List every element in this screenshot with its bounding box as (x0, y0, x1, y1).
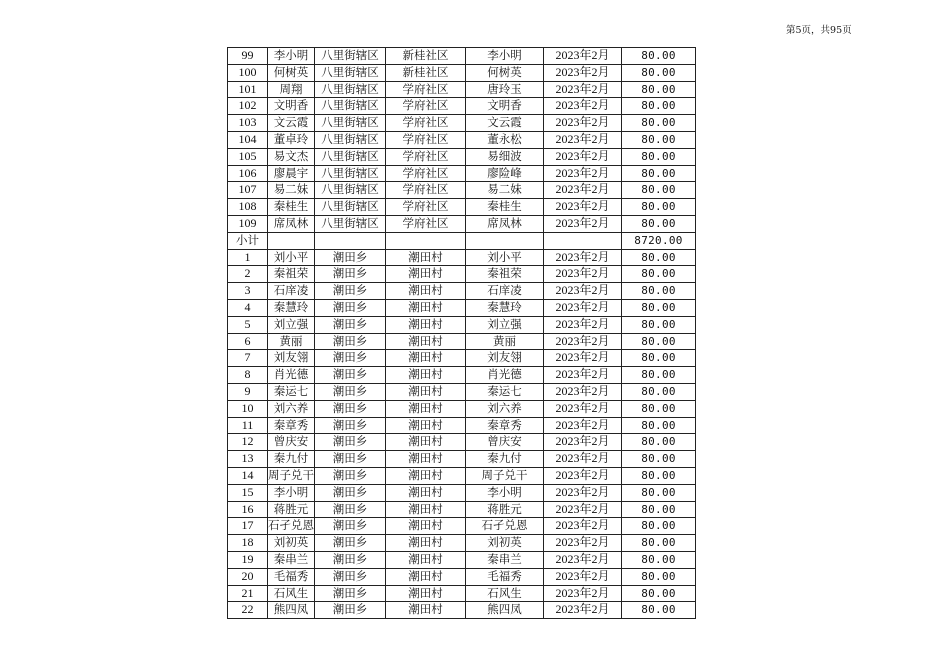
row-number: 7 (228, 350, 268, 367)
beneficiary-name: 周翔 (268, 81, 315, 98)
beneficiary-name: 秦运七 (268, 383, 315, 400)
beneficiary-name: 秦串兰 (268, 551, 315, 568)
street-district: 潮田乡 (315, 350, 386, 367)
recipient-name: 黄丽 (466, 333, 544, 350)
beneficiary-name: 李小明 (268, 48, 315, 65)
beneficiary-name: 易二妹 (268, 182, 315, 199)
recipient-name: 周子兑干 (466, 467, 544, 484)
table-row (228, 518, 696, 535)
beneficiary-name: 秦章秀 (268, 417, 315, 434)
payment-amount: 80.00 (622, 266, 696, 283)
community: 潮田村 (386, 367, 466, 384)
table-row (228, 535, 696, 552)
community: 潮田村 (386, 400, 466, 417)
street-district: 潮田乡 (315, 266, 386, 283)
subtotal-amount: 8720.00 (622, 232, 696, 249)
beneficiary-name: 刘小平 (268, 249, 315, 266)
community: 潮田村 (386, 535, 466, 552)
table-row (228, 585, 696, 602)
row-number: 12 (228, 434, 268, 451)
recipient-name: 廖险峰 (466, 165, 544, 182)
beneficiary-name: 何树英 (268, 64, 315, 81)
street-district: 潮田乡 (315, 501, 386, 518)
table-row (228, 148, 696, 165)
recipient-name: 曾庆安 (466, 434, 544, 451)
recipient-name: 文明香 (466, 98, 544, 115)
recipient-name: 唐玲玉 (466, 81, 544, 98)
recipient-name: 毛福秀 (466, 568, 544, 585)
community: 潮田村 (386, 383, 466, 400)
empty-cell (466, 232, 544, 249)
row-number: 2 (228, 266, 268, 283)
table-row (228, 283, 696, 300)
community: 潮田村 (386, 585, 466, 602)
payment-month: 2023年2月 (544, 131, 622, 148)
payment-amount: 80.00 (622, 283, 696, 300)
table-row (228, 98, 696, 115)
payment-month: 2023年2月 (544, 283, 622, 300)
payment-amount: 80.00 (622, 350, 696, 367)
table-row (228, 383, 696, 400)
street-district: 潮田乡 (315, 367, 386, 384)
beneficiary-name: 文云霞 (268, 115, 315, 132)
payment-month: 2023年2月 (544, 451, 622, 468)
street-district: 八里街辖区 (315, 148, 386, 165)
beneficiary-name: 熊四凤 (268, 602, 315, 619)
row-number: 11 (228, 417, 268, 434)
street-district: 潮田乡 (315, 249, 386, 266)
payment-month: 2023年2月 (544, 350, 622, 367)
payment-amount: 80.00 (622, 249, 696, 266)
recipient-name: 刘小平 (466, 249, 544, 266)
recipient-name: 秦章秀 (466, 417, 544, 434)
community: 学府社区 (386, 148, 466, 165)
beneficiary-name: 刘立强 (268, 316, 315, 333)
community: 潮田村 (386, 283, 466, 300)
payment-amount: 80.00 (622, 148, 696, 165)
street-district: 八里街辖区 (315, 64, 386, 81)
table-row (228, 215, 696, 232)
row-number: 18 (228, 535, 268, 552)
recipient-name: 秦串兰 (466, 551, 544, 568)
row-number: 13 (228, 451, 268, 468)
payment-amount: 80.00 (622, 467, 696, 484)
recipient-name: 秦桂生 (466, 199, 544, 216)
community: 学府社区 (386, 182, 466, 199)
row-number: 5 (228, 316, 268, 333)
table-row (228, 484, 696, 501)
payment-amount: 80.00 (622, 501, 696, 518)
recipient-name: 易细波 (466, 148, 544, 165)
payment-month: 2023年2月 (544, 467, 622, 484)
street-district: 八里街辖区 (315, 182, 386, 199)
row-number: 14 (228, 467, 268, 484)
payment-month: 2023年2月 (544, 535, 622, 552)
payment-amount: 80.00 (622, 585, 696, 602)
payment-amount: 80.00 (622, 131, 696, 148)
beneficiary-name: 文明香 (268, 98, 315, 115)
recipient-name: 秦祖荣 (466, 266, 544, 283)
payment-amount: 80.00 (622, 299, 696, 316)
community: 潮田村 (386, 568, 466, 585)
beneficiary-name: 易文杰 (268, 148, 315, 165)
payment-month: 2023年2月 (544, 64, 622, 81)
beneficiary-name: 石风生 (268, 585, 315, 602)
beneficiary-name: 秦九付 (268, 451, 315, 468)
payment-amount: 80.00 (622, 484, 696, 501)
community: 潮田村 (386, 518, 466, 535)
payment-month: 2023年2月 (544, 333, 622, 350)
subtotal-row (228, 232, 696, 249)
row-number: 101 (228, 81, 268, 98)
community: 学府社区 (386, 98, 466, 115)
street-district: 八里街辖区 (315, 98, 386, 115)
table-row (228, 350, 696, 367)
street-district: 潮田乡 (315, 299, 386, 316)
beneficiary-name: 曾庆安 (268, 434, 315, 451)
row-number: 19 (228, 551, 268, 568)
street-district: 八里街辖区 (315, 165, 386, 182)
community: 潮田村 (386, 501, 466, 518)
recipient-name: 席凤林 (466, 215, 544, 232)
community: 潮田村 (386, 417, 466, 434)
table-row (228, 81, 696, 98)
empty-cell (268, 232, 315, 249)
payment-month: 2023年2月 (544, 518, 622, 535)
street-district: 潮田乡 (315, 585, 386, 602)
row-number: 16 (228, 501, 268, 518)
beneficiary-name: 周子兑干 (268, 467, 315, 484)
beneficiary-name: 肖光德 (268, 367, 315, 384)
community: 潮田村 (386, 350, 466, 367)
recipient-name: 李小明 (466, 48, 544, 65)
payment-month: 2023年2月 (544, 182, 622, 199)
recipient-name: 刘初英 (466, 535, 544, 552)
street-district: 潮田乡 (315, 602, 386, 619)
row-number: 21 (228, 585, 268, 602)
row-number: 4 (228, 299, 268, 316)
community: 潮田村 (386, 484, 466, 501)
community: 学府社区 (386, 115, 466, 132)
recipient-name: 董永松 (466, 131, 544, 148)
payment-amount: 80.00 (622, 48, 696, 65)
street-district: 八里街辖区 (315, 48, 386, 65)
payment-month: 2023年2月 (544, 299, 622, 316)
table-row (228, 451, 696, 468)
table-row (228, 417, 696, 434)
subtotal-label: 小计 (228, 232, 268, 249)
empty-cell (386, 232, 466, 249)
recipient-name: 刘六养 (466, 400, 544, 417)
beneficiary-name: 廖晨宇 (268, 165, 315, 182)
payment-month: 2023年2月 (544, 484, 622, 501)
payment-month: 2023年2月 (544, 417, 622, 434)
street-district: 潮田乡 (315, 400, 386, 417)
row-number: 8 (228, 367, 268, 384)
street-district: 八里街辖区 (315, 131, 386, 148)
beneficiary-name: 石庠凌 (268, 283, 315, 300)
beneficiary-name: 秦慧玲 (268, 299, 315, 316)
table-row (228, 115, 696, 132)
row-number: 17 (228, 518, 268, 535)
street-district: 潮田乡 (315, 283, 386, 300)
payment-amount: 80.00 (622, 551, 696, 568)
recipient-name: 石风生 (466, 585, 544, 602)
payment-amount: 80.00 (622, 81, 696, 98)
beneficiary-name: 李小明 (268, 484, 315, 501)
payment-month: 2023年2月 (544, 48, 622, 65)
community: 潮田村 (386, 299, 466, 316)
payment-amount: 80.00 (622, 417, 696, 434)
payment-month: 2023年2月 (544, 81, 622, 98)
community: 新桂社区 (386, 64, 466, 81)
row-number: 107 (228, 182, 268, 199)
street-district: 八里街辖区 (315, 199, 386, 216)
payment-month: 2023年2月 (544, 585, 622, 602)
street-district: 潮田乡 (315, 417, 386, 434)
table-row (228, 568, 696, 585)
empty-cell (315, 232, 386, 249)
row-number: 106 (228, 165, 268, 182)
payment-amount: 80.00 (622, 535, 696, 552)
beneficiary-name: 石孑兑恩 (268, 518, 315, 535)
table-row (228, 551, 696, 568)
street-district: 潮田乡 (315, 316, 386, 333)
community: 学府社区 (386, 199, 466, 216)
table-row (228, 602, 696, 619)
payment-month: 2023年2月 (544, 98, 622, 115)
payment-month: 2023年2月 (544, 316, 622, 333)
recipient-name: 石庠凌 (466, 283, 544, 300)
recipient-name: 李小明 (466, 484, 544, 501)
beneficiary-name: 蒋胜元 (268, 501, 315, 518)
community: 学府社区 (386, 165, 466, 182)
recipient-name: 肖光德 (466, 367, 544, 384)
payment-amount: 80.00 (622, 165, 696, 182)
row-number: 22 (228, 602, 268, 619)
payment-month: 2023年2月 (544, 249, 622, 266)
payment-amount: 80.00 (622, 451, 696, 468)
payment-amount: 80.00 (622, 182, 696, 199)
recipient-name: 文云霞 (466, 115, 544, 132)
table-row (228, 48, 696, 65)
beneficiary-name: 刘六养 (268, 400, 315, 417)
street-district: 潮田乡 (315, 518, 386, 535)
street-district: 潮田乡 (315, 451, 386, 468)
recipient-name: 刘立强 (466, 316, 544, 333)
community: 潮田村 (386, 266, 466, 283)
street-district: 八里街辖区 (315, 81, 386, 98)
table-row (228, 131, 696, 148)
payment-month: 2023年2月 (544, 568, 622, 585)
payment-amount: 80.00 (622, 568, 696, 585)
beneficiary-name: 秦祖荣 (268, 266, 315, 283)
payment-amount: 80.00 (622, 98, 696, 115)
payment-amount: 80.00 (622, 64, 696, 81)
community: 潮田村 (386, 602, 466, 619)
payment-month: 2023年2月 (544, 165, 622, 182)
row-number: 103 (228, 115, 268, 132)
row-number: 6 (228, 333, 268, 350)
row-number: 20 (228, 568, 268, 585)
payment-month: 2023年2月 (544, 551, 622, 568)
table-row (228, 266, 696, 283)
payment-amount: 80.00 (622, 400, 696, 417)
street-district: 潮田乡 (315, 434, 386, 451)
table-row (228, 182, 696, 199)
payment-month: 2023年2月 (544, 266, 622, 283)
page-number: 第5页，共95页 (786, 25, 852, 36)
table-row (228, 467, 696, 484)
community: 潮田村 (386, 249, 466, 266)
community: 潮田村 (386, 333, 466, 350)
row-number: 3 (228, 283, 268, 300)
payment-amount: 80.00 (622, 602, 696, 619)
payment-month: 2023年2月 (544, 400, 622, 417)
beneficiary-name: 刘初英 (268, 535, 315, 552)
community: 潮田村 (386, 467, 466, 484)
payment-month: 2023年2月 (544, 501, 622, 518)
table-row (228, 367, 696, 384)
row-number: 10 (228, 400, 268, 417)
street-district: 潮田乡 (315, 535, 386, 552)
row-number: 100 (228, 64, 268, 81)
payment-amount: 80.00 (622, 316, 696, 333)
recipient-name: 秦九付 (466, 451, 544, 468)
street-district: 潮田乡 (315, 551, 386, 568)
allowance-table (227, 47, 696, 619)
street-district: 八里街辖区 (315, 115, 386, 132)
community: 潮田村 (386, 551, 466, 568)
row-number: 104 (228, 131, 268, 148)
recipient-name: 易二妹 (466, 182, 544, 199)
beneficiary-name: 刘友翎 (268, 350, 315, 367)
payment-amount: 80.00 (622, 333, 696, 350)
community: 潮田村 (386, 451, 466, 468)
street-district: 潮田乡 (315, 467, 386, 484)
row-number: 105 (228, 148, 268, 165)
table-row (228, 199, 696, 216)
payment-amount: 80.00 (622, 367, 696, 384)
recipient-name: 何树英 (466, 64, 544, 81)
street-district: 潮田乡 (315, 484, 386, 501)
street-district: 潮田乡 (315, 568, 386, 585)
table-row (228, 400, 696, 417)
payment-month: 2023年2月 (544, 367, 622, 384)
community: 学府社区 (386, 81, 466, 98)
payment-amount: 80.00 (622, 518, 696, 535)
beneficiary-name: 黄丽 (268, 333, 315, 350)
payment-month: 2023年2月 (544, 148, 622, 165)
street-district: 八里街辖区 (315, 215, 386, 232)
community: 学府社区 (386, 131, 466, 148)
payment-month: 2023年2月 (544, 602, 622, 619)
street-district: 潮田乡 (315, 383, 386, 400)
row-number: 15 (228, 484, 268, 501)
recipient-name: 熊四凤 (466, 602, 544, 619)
payment-month: 2023年2月 (544, 215, 622, 232)
beneficiary-name: 董卓玲 (268, 131, 315, 148)
payment-month: 2023年2月 (544, 115, 622, 132)
recipient-name: 秦慧玲 (466, 299, 544, 316)
payment-amount: 80.00 (622, 215, 696, 232)
community: 潮田村 (386, 316, 466, 333)
payment-month: 2023年2月 (544, 434, 622, 451)
recipient-name: 刘友翎 (466, 350, 544, 367)
row-number: 108 (228, 199, 268, 216)
empty-cell (544, 232, 622, 249)
payment-amount: 80.00 (622, 115, 696, 132)
community: 学府社区 (386, 215, 466, 232)
table-row (228, 333, 696, 350)
row-number: 109 (228, 215, 268, 232)
row-number: 99 (228, 48, 268, 65)
community: 新桂社区 (386, 48, 466, 65)
beneficiary-name: 席凤林 (268, 215, 315, 232)
street-district: 潮田乡 (315, 333, 386, 350)
beneficiary-name: 毛福秀 (268, 568, 315, 585)
table-row (228, 299, 696, 316)
table-row (228, 64, 696, 81)
payment-amount: 80.00 (622, 434, 696, 451)
payment-month: 2023年2月 (544, 383, 622, 400)
table-row (228, 249, 696, 266)
table-row (228, 316, 696, 333)
table-row (228, 165, 696, 182)
payment-amount: 80.00 (622, 383, 696, 400)
row-number: 9 (228, 383, 268, 400)
table-row (228, 434, 696, 451)
row-number: 102 (228, 98, 268, 115)
payment-amount: 80.00 (622, 199, 696, 216)
table-row (228, 501, 696, 518)
payment-month: 2023年2月 (544, 199, 622, 216)
recipient-name: 秦运七 (466, 383, 544, 400)
row-number: 1 (228, 249, 268, 266)
community: 潮田村 (386, 434, 466, 451)
recipient-name: 蒋胜元 (466, 501, 544, 518)
recipient-name: 石孑兑恩 (466, 518, 544, 535)
beneficiary-name: 秦桂生 (268, 199, 315, 216)
